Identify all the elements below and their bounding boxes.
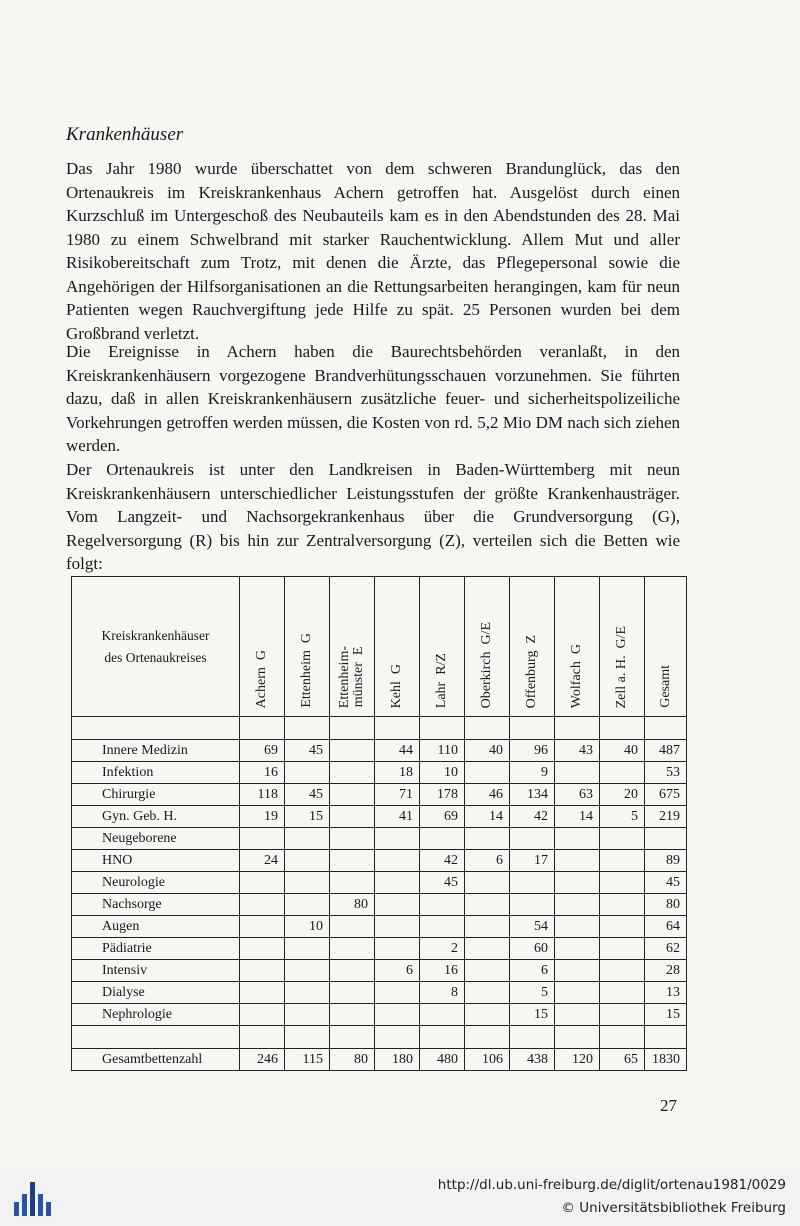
- table-cell: [240, 872, 285, 894]
- table-cell: [600, 916, 645, 938]
- table-cell: [330, 872, 375, 894]
- column-header: [465, 577, 510, 717]
- table-row: [72, 828, 687, 850]
- table-cell: 219: [645, 806, 687, 828]
- table-cell: [420, 894, 465, 916]
- table-cell: 246: [240, 1049, 285, 1071]
- table-cell: [330, 806, 375, 828]
- table-spacer-row: [72, 1026, 687, 1049]
- table-cell: [330, 938, 375, 960]
- table-cell: [645, 828, 687, 850]
- table-cell: [330, 784, 375, 806]
- table-cell: [600, 894, 645, 916]
- table-cell: [555, 982, 600, 1004]
- table-cell: 24: [240, 850, 285, 872]
- section-heading: Krankenhäuser: [66, 124, 184, 145]
- row-label: Neurologie: [72, 872, 240, 894]
- table-row: [72, 740, 687, 762]
- table-cell: [600, 850, 645, 872]
- table-cell: [375, 717, 420, 740]
- table-row: [72, 806, 687, 828]
- table-cell: 16: [240, 762, 285, 784]
- table-cell: [330, 1004, 375, 1026]
- column-header-label: Zell a. H. G/E: [614, 625, 629, 708]
- table-cell: [600, 982, 645, 1004]
- table-cell: [555, 894, 600, 916]
- table-cell: [555, 1026, 600, 1049]
- column-header-label: Lahr R/Z: [434, 652, 449, 708]
- table-cell: 80: [330, 894, 375, 916]
- table-cell: [555, 762, 600, 784]
- table-cell: 40: [465, 740, 510, 762]
- column-header: [555, 577, 600, 717]
- table-cell: [600, 717, 645, 740]
- table-cell: [645, 717, 687, 740]
- table-cell: 65: [600, 1049, 645, 1071]
- table-cell: [465, 717, 510, 740]
- table-cell: [375, 938, 420, 960]
- table-row: [72, 762, 687, 784]
- table-cell: [645, 1026, 687, 1049]
- column-header: [510, 577, 555, 717]
- table-cell: 41: [375, 806, 420, 828]
- table-cell: [240, 894, 285, 916]
- table-cell: 42: [510, 806, 555, 828]
- table-cell: 178: [420, 784, 465, 806]
- table-cell: [465, 894, 510, 916]
- table-cell: [330, 1026, 375, 1049]
- table-cell: 110: [420, 740, 465, 762]
- table-cell: [285, 828, 330, 850]
- table-cell: 2: [420, 938, 465, 960]
- table-cell: 45: [420, 872, 465, 894]
- column-header: [375, 577, 420, 717]
- table-cell: 6: [375, 960, 420, 982]
- table-cell: [375, 894, 420, 916]
- column-header-label: Wolfach G: [569, 643, 584, 708]
- table-cell: 115: [285, 1049, 330, 1071]
- table-cell: 45: [645, 872, 687, 894]
- table-cell: 96: [510, 740, 555, 762]
- page-number: 27: [660, 1096, 677, 1115]
- table-cell: [555, 872, 600, 894]
- table-cell: [240, 1004, 285, 1026]
- total-row: [72, 1049, 687, 1071]
- table-cell: 9: [510, 762, 555, 784]
- table-cell: [555, 916, 600, 938]
- row-label: Nachsorge: [72, 894, 240, 916]
- table-cell: [375, 828, 420, 850]
- table-cell: 8: [420, 982, 465, 1004]
- table-row: [72, 938, 687, 960]
- source-url-link[interactable]: http://dl.ub.uni-freiburg.de/diglit/ortenau1981/0029: [437, 1177, 786, 1193]
- table-cell: 6: [465, 850, 510, 872]
- table-cell: 44: [375, 740, 420, 762]
- column-header: [285, 577, 330, 717]
- table-cell: [465, 828, 510, 850]
- table-cell: [375, 850, 420, 872]
- column-header-label: Offenburg Z: [524, 634, 539, 708]
- table-cell: [555, 938, 600, 960]
- table-cell: [285, 960, 330, 982]
- table-cell: [420, 717, 465, 740]
- row-label: Pädiatrie: [72, 938, 240, 960]
- table-cell: 17: [510, 850, 555, 872]
- row-label: Chirurgie: [72, 784, 240, 806]
- table-cell: 13: [645, 982, 687, 1004]
- column-header-label: Ettenheim- münster E: [337, 645, 366, 708]
- table-cell: [285, 982, 330, 1004]
- table-cell: [465, 1026, 510, 1049]
- table-cell: 15: [510, 1004, 555, 1026]
- table-cell: 14: [465, 806, 510, 828]
- table-cell: [330, 717, 375, 740]
- table-cell: [375, 1004, 420, 1026]
- column-header-label: Kehl G: [389, 663, 404, 708]
- table-cell: 71: [375, 784, 420, 806]
- table-cell: 40: [600, 740, 645, 762]
- table-cell: [375, 872, 420, 894]
- table-cell: [510, 894, 555, 916]
- table-cell: 1830: [645, 1049, 687, 1071]
- table-cell: 60: [510, 938, 555, 960]
- table-cell: 89: [645, 850, 687, 872]
- table-cell: [555, 960, 600, 982]
- table-cell: [600, 828, 645, 850]
- column-header: [645, 577, 687, 717]
- column-header-label: Ettenheim G: [299, 633, 314, 708]
- table-cell: [330, 916, 375, 938]
- table-cell: [240, 938, 285, 960]
- table-cell: [555, 850, 600, 872]
- table-cell: [510, 828, 555, 850]
- table-cell: 62: [645, 938, 687, 960]
- table-cell: 5: [510, 982, 555, 1004]
- table-cell: 28: [645, 960, 687, 982]
- table-cell: [330, 762, 375, 784]
- table-cell: [375, 916, 420, 938]
- table-cell: 16: [420, 960, 465, 982]
- table-cell: 6: [510, 960, 555, 982]
- paragraph-3: Der Ortenaukreis ist unter den Landkreisen in Baden-Württemberg mit neun Kreiskrankenhäusern unterschiedlicher Leistungsstufen der größte Krankenhausträger. Vom Langzeit- und Nachsorgekrankenhaus über die Grundversorgung (G), Regelversorgung (R) bis hin zur Zentralversorgung (Z), verteilen sich die Betten wie folgt:: [66, 460, 680, 573]
- row-label: Neugeborene: [72, 828, 240, 850]
- table-cell: [465, 938, 510, 960]
- table-cell: 134: [510, 784, 555, 806]
- table-cell: [375, 982, 420, 1004]
- table-cell: [285, 894, 330, 916]
- table-cell: 10: [285, 916, 330, 938]
- table-cell: [285, 938, 330, 960]
- table-cell: [330, 960, 375, 982]
- table-cell: [330, 850, 375, 872]
- table-cell: [285, 1026, 330, 1049]
- column-header-label: Achern G: [254, 649, 269, 708]
- table-cell: [285, 717, 330, 740]
- column-header: [600, 577, 645, 717]
- row-label: Intensiv: [72, 960, 240, 982]
- table-cell: [375, 1026, 420, 1049]
- table-cell: [285, 762, 330, 784]
- row-header: [72, 577, 240, 717]
- table-cell: 675: [645, 784, 687, 806]
- table-cell: [330, 982, 375, 1004]
- library-logo-icon: [12, 1180, 52, 1220]
- table-cell: 487: [645, 740, 687, 762]
- table-cell: [240, 717, 285, 740]
- table-cell: [510, 872, 555, 894]
- table-cell: [240, 960, 285, 982]
- table-cell: [555, 1004, 600, 1026]
- table-cell: [465, 1004, 510, 1026]
- table-cell: 63: [555, 784, 600, 806]
- table-cell: [465, 916, 510, 938]
- table-cell: 19: [240, 806, 285, 828]
- table-cell: [465, 872, 510, 894]
- column-header: [330, 577, 375, 717]
- row-label: Nephrologie: [72, 1004, 240, 1026]
- table-cell: [600, 1004, 645, 1026]
- table-cell: 15: [285, 806, 330, 828]
- table-cell: [600, 938, 645, 960]
- table-cell: 80: [330, 1049, 375, 1071]
- table-cell: 69: [420, 806, 465, 828]
- footer-bar: [0, 1168, 800, 1226]
- table-cell: 14: [555, 806, 600, 828]
- table-cell: 69: [240, 740, 285, 762]
- paragraph-1: Das Jahr 1980 wurde überschattet von dem schweren Brandunglück, das den Ortenaukreis im Kreiskrankenhaus Achern getroffen hat. Ausgelöst durch einen Kurzschluß im Untergeschoß des Neubauteils kam es in den Abendstunden des 28. Mai 1980 zu einem Schwelbrand mit starker Rauchentwicklung. Allem Mut und aller Risikobereitschaft zum Trotz, mit denen die Ärzte, das Pflegepersonal sowie die Angehörigen der Hilfsorganisationen an die Rettungsarbeiten herangingen, kam für neun Patienten wegen Rauchvergiftung jede Hilfe zu spät. 25 Personen wurden bei dem Großbrand verletzt.: [66, 159, 680, 343]
- table-header-row: [72, 577, 687, 717]
- table-cell: [285, 872, 330, 894]
- table-cell: [240, 916, 285, 938]
- copyright-text: © Universitätsbibliothek Freiburg: [561, 1200, 786, 1216]
- row-label: Infektion: [72, 762, 240, 784]
- table-cell: [555, 828, 600, 850]
- table-cell: 18: [375, 762, 420, 784]
- table-cell: 180: [375, 1049, 420, 1071]
- table-cell: [330, 740, 375, 762]
- table-cell: 46: [465, 784, 510, 806]
- table-cell: 438: [510, 1049, 555, 1071]
- table-row: [72, 916, 687, 938]
- table-row: [72, 1004, 687, 1026]
- column-header: [420, 577, 465, 717]
- table-cell: [330, 828, 375, 850]
- table-cell: [510, 717, 555, 740]
- table-cell: 45: [285, 784, 330, 806]
- table-cell: [420, 1004, 465, 1026]
- table-row: [72, 872, 687, 894]
- table-cell: 20: [600, 784, 645, 806]
- table-cell: [600, 872, 645, 894]
- column-header: [240, 577, 285, 717]
- column-header-label: Oberkirch G/E: [479, 621, 494, 708]
- table-cell: 5: [600, 806, 645, 828]
- table-spacer-row: [72, 717, 687, 740]
- table-row: [72, 894, 687, 916]
- table-cell: [510, 1026, 555, 1049]
- column-header-label: Gesamt: [657, 665, 673, 708]
- row-header-label: Kreiskrankenhäuser des Ortenaukreises: [101, 627, 210, 665]
- table-cell: 53: [645, 762, 687, 784]
- table-cell: [240, 982, 285, 1004]
- table-cell: 80: [645, 894, 687, 916]
- table-cell: 106: [465, 1049, 510, 1071]
- table-cell: [285, 850, 330, 872]
- table-cell: 118: [240, 784, 285, 806]
- table-cell: [420, 828, 465, 850]
- table-cell: [285, 1004, 330, 1026]
- table-cell: [420, 916, 465, 938]
- table-cell: [465, 762, 510, 784]
- table-body: [72, 717, 687, 1071]
- row-label: Dialyse: [72, 982, 240, 1004]
- table-cell: 64: [645, 916, 687, 938]
- table-cell: [555, 717, 600, 740]
- table-cell: [600, 1026, 645, 1049]
- table-cell: 45: [285, 740, 330, 762]
- row-label: HNO: [72, 850, 240, 872]
- table-row: [72, 850, 687, 872]
- row-label: Innere Medizin: [72, 740, 240, 762]
- table-row: [72, 982, 687, 1004]
- table-cell: 480: [420, 1049, 465, 1071]
- table-cell: [465, 982, 510, 1004]
- table-row: [72, 960, 687, 982]
- table-cell: 120: [555, 1049, 600, 1071]
- row-label: Augen: [72, 916, 240, 938]
- table-cell: [600, 762, 645, 784]
- table-cell: 15: [645, 1004, 687, 1026]
- table-cell: [72, 717, 240, 740]
- table-cell: [465, 960, 510, 982]
- table-cell: [240, 1026, 285, 1049]
- table-cell: 54: [510, 916, 555, 938]
- table-cell: [420, 1026, 465, 1049]
- paragraph-2: Die Ereignisse in Achern haben die Baurechtsbehörden veranlaßt, in den Kreiskrankenhäusern vorgezogene Brandverhütungsschauen vorzunehmen. Sie führten dazu, daß in allen Kreiskrankenhäusern zusätzliche feuer- und sicherheitspolizeiliche Vorkehrungen getroffen werden müssen, die Kosten von rd. 5,2 Mio DM nach sich ziehen werden.: [66, 342, 680, 455]
- table-cell: [600, 960, 645, 982]
- table-cell: [240, 828, 285, 850]
- table-cell: [72, 1026, 240, 1049]
- table-cell: 43: [555, 740, 600, 762]
- row-label: Gesamtbettenzahl: [72, 1049, 240, 1071]
- beds-table: [71, 576, 687, 1071]
- row-label: Gyn. Geb. H.: [72, 806, 240, 828]
- table-cell: 42: [420, 850, 465, 872]
- table-cell: 10: [420, 762, 465, 784]
- table-row: [72, 784, 687, 806]
